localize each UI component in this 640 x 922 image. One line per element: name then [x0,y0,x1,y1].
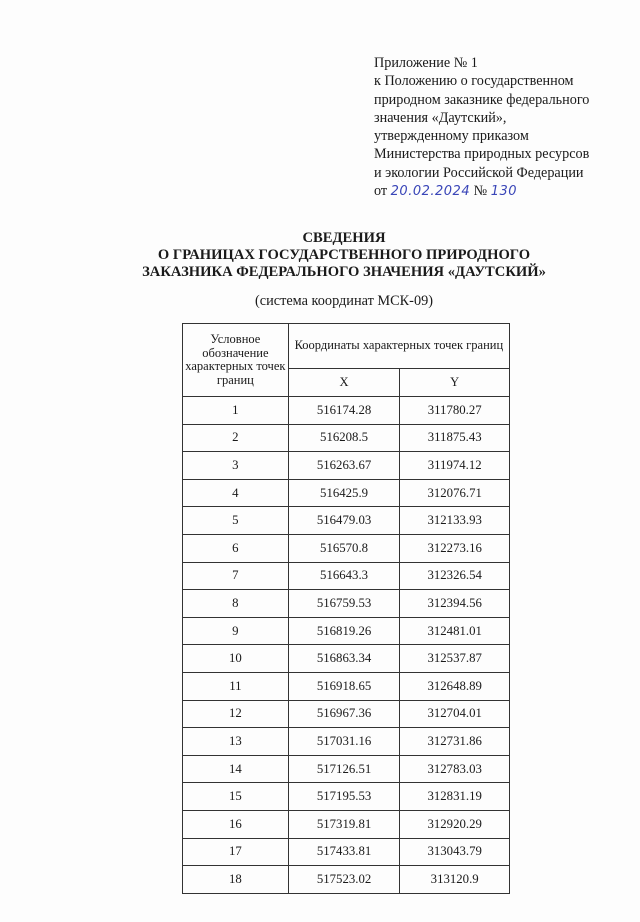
x-coordinate-cell: 516208.5 [288,424,400,452]
table-row [183,617,510,645]
point-number-cell: 15 [183,783,289,811]
header-y: Y [400,369,510,397]
point-number-cell: 10 [183,645,289,673]
point-number-cell: 8 [183,590,289,618]
x-coordinate-cell: 516918.65 [288,672,400,700]
y-coordinate-cell: 312076.71 [400,479,510,507]
x-coordinate-cell: 517195.53 [288,783,400,811]
y-coordinate-cell: 311875.43 [400,424,510,452]
y-coordinate-cell: 313120.9 [400,866,510,894]
point-number-cell: 14 [183,755,289,783]
point-number-cell: 1 [183,397,289,425]
table-row [183,838,510,866]
date-prefix: от [374,183,388,200]
table-row [183,397,510,425]
table-row [183,534,510,562]
x-coordinate-cell: 517031.16 [288,728,400,756]
point-number-cell: 18 [183,866,289,894]
x-coordinate-cell: 516759.53 [288,590,400,618]
table-row [183,866,510,894]
appendix-line: утвержденному приказом [374,128,529,145]
table-row [183,783,510,811]
number-sign: № [473,183,488,200]
point-number-cell: 12 [183,700,289,728]
table-row [183,507,510,535]
y-coordinate-cell: 312648.89 [400,672,510,700]
appendix-line: природном заказнике федерального [374,91,590,108]
x-coordinate-cell: 516967.36 [288,700,400,728]
point-number-cell: 16 [183,810,289,838]
appendix-line: Министерства природных ресурсов [374,146,590,163]
y-coordinate-cell: 312481.01 [400,617,510,645]
y-coordinate-cell: 312704.01 [400,700,510,728]
header-coordinates: Координаты характерных точек границ [288,324,509,369]
table-row [183,479,510,507]
x-coordinate-cell: 516479.03 [288,507,400,535]
y-coordinate-cell: 313043.79 [400,838,510,866]
x-coordinate-cell: 517433.81 [288,838,400,866]
point-number-cell: 5 [183,507,289,535]
appendix-date-line [374,182,636,201]
y-coordinate-cell: 312394.56 [400,590,510,618]
title-line: СВЕДЕНИЯ [302,230,386,246]
x-coordinate-cell: 517126.51 [288,755,400,783]
appendix-line: Приложение № 1 [374,55,478,71]
point-number-cell: 4 [183,479,289,507]
x-coordinate-cell: 517523.02 [288,866,400,894]
x-coordinate-cell: 516425.9 [288,479,400,507]
header-point-label: Условное обозначение характерных точек границ [183,324,289,397]
y-coordinate-cell: 312273.16 [400,534,510,562]
table-row [183,645,510,673]
y-coordinate-cell: 312731.86 [400,728,510,756]
handwritten-date: 20.02.2024 [390,184,471,200]
y-coordinate-cell: 312783.03 [400,755,510,783]
handwritten-number: 130 [490,184,518,200]
title-line: О ГРАНИЦАХ ГОСУДАРСТВЕННОГО ПРИРОДНОГО [157,247,531,264]
point-number-cell: 7 [183,562,289,590]
title-line: ЗАКАЗНИКА ФЕДЕРАЛЬНОГО ЗНАЧЕНИЯ «ДАУТСКИЙ» [142,264,546,281]
table-row [183,562,510,590]
table-row [183,452,510,480]
point-number-cell: 2 [183,424,289,452]
coordinate-system-subtitle: (система координат МСК-09) [254,293,434,309]
appendix-line: и экологии Российской Федерации [374,164,584,181]
appendix-line: значения «Даутский», [374,109,507,126]
x-coordinate-cell: 516570.8 [288,534,400,562]
y-coordinate-cell: 312831.19 [400,783,510,811]
point-number-cell: 9 [183,617,289,645]
x-coordinate-cell: 516643.3 [288,562,400,590]
x-coordinate-cell: 516863.34 [288,645,400,673]
table-row [183,755,510,783]
coordinates-table [182,323,510,894]
table-row [183,700,510,728]
table-row [183,810,510,838]
x-coordinate-cell: 516263.67 [288,452,400,480]
table-row [183,672,510,700]
point-number-cell: 6 [183,534,289,562]
point-number-cell: 17 [183,838,289,866]
y-coordinate-cell: 312133.93 [400,507,510,535]
x-coordinate-cell: 516819.26 [288,617,400,645]
point-number-cell: 3 [183,452,289,480]
table-row [183,424,510,452]
y-coordinate-cell: 311974.12 [400,452,510,480]
table-row [183,590,510,618]
appendix-block [374,54,636,201]
appendix-line: к Положению о государственном [374,73,574,90]
table-row [183,728,510,756]
document-title [0,230,640,282]
y-coordinate-cell: 312537.87 [400,645,510,673]
point-number-cell: 13 [183,728,289,756]
y-coordinate-cell: 311780.27 [400,397,510,425]
header-x: X [288,369,400,397]
y-coordinate-cell: 312326.54 [400,562,510,590]
x-coordinate-cell: 517319.81 [288,810,400,838]
x-coordinate-cell: 516174.28 [288,397,400,425]
point-number-cell: 11 [183,672,289,700]
y-coordinate-cell: 312920.29 [400,810,510,838]
